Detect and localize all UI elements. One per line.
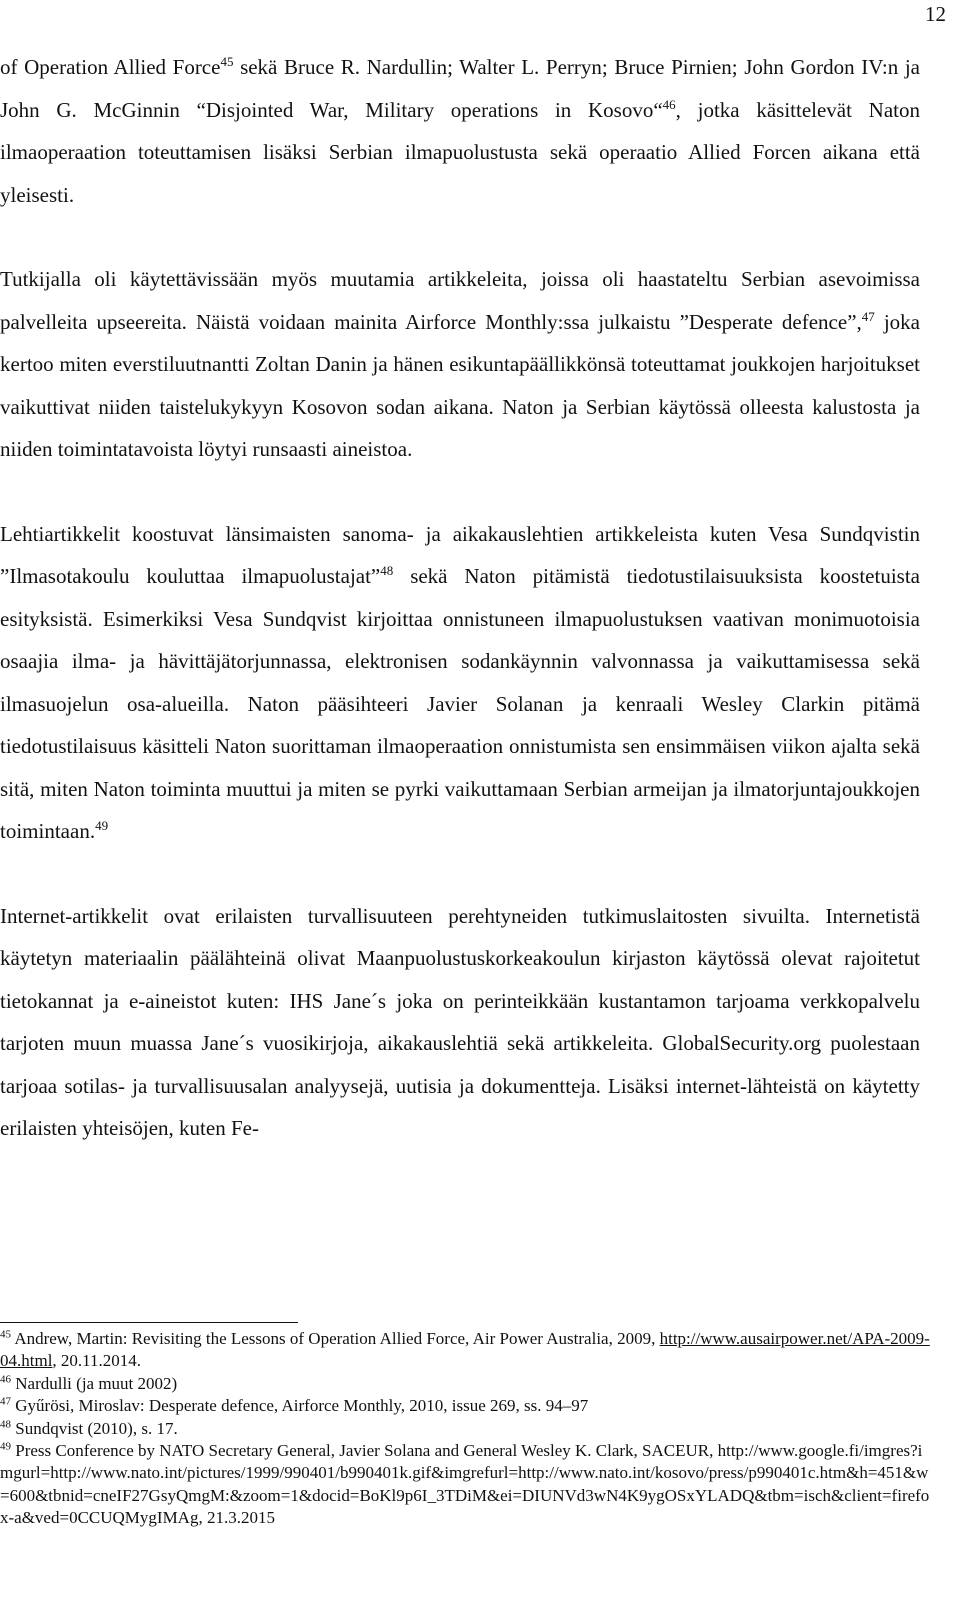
- footnote-number: 46: [0, 1373, 11, 1386]
- footnote-text: Press Conference by NATO Secretary General, Javier Solana and General Wesley K. Clark, SACEUR, http://www.google.fi/imgres?imgurl=http://www.nato.int/pictures/1999/990401/b990401k.gif&imgrefurl=http://www.nato.int/kosovo/press/p990401c.htm&h=451&w=600&tbnid=cneIF27GsyQmgM:&zoom=1&docid=BoKl9p6I_3TDiM&ei=DIUNVd3wN4K9ygOSxYLADQ&tbm=isch&client=firefox-a&ved=0CCUQMygIMAg, 21.3.2015: [0, 1441, 930, 1528]
- footnote-ref-48[interactable]: 48: [380, 563, 394, 578]
- paragraph-text: sekä Naton pitämistä tiedotustilaisuuksista koostetuista esityksistä. Esimerkiksi Vesa Sundqvist kirjoittaa onnistuneen ilmapuolustuksen vaativan monimuotoisia osaajia ilma- ja hävittäjätorjunnassa, elektronisen sodankäynnin valvonnassa ja vaikuttamisessa sekä ilmasuojelun osa-alueilla. Naton pääsihteeri Javier Solanan ja kenraali Wesley Clarkin pitämä tiedotustilaisuus käsitteli Naton suorittaman ilmaoperaation onnistumista sen ensimmäisen viikon ajalta sekä sitä, miten Naton toiminta muuttui ja miten se pyrki vaikuttamaan Serbian armeijan ja ilmatorjuntajoukkojen toimintaan.: [0, 564, 920, 843]
- footnote-text: , 20.11.2014.: [52, 1351, 142, 1371]
- footnote-ref-45[interactable]: 45: [220, 54, 234, 69]
- footnote-number: 47: [0, 1395, 11, 1408]
- paragraph-text: , jotka käsittelevät Naton ilmaoperaation toteuttamisen lisäksi Serbian ilmapuolustusta sekä operaatio Allied Forcen aikana että yleisesti.: [0, 97, 920, 207]
- footnote-divider: [0, 1322, 298, 1323]
- footnote-46: [0, 1373, 932, 1395]
- footnote-number: 49: [0, 1440, 11, 1453]
- paragraph-text: joka kertoo miten everstiluutnantti Zoltan Danin ja hänen esikuntapäällikkönsä toteuttamat joukkojen harjoitukset vaikuttivat niiden taistelukykyyn Kosovon sodan aikana. Naton ja Serbian käytössä olleesta kalustosta ja niiden toimintatavoista löytyi runsaasti aineistoa.: [0, 309, 921, 461]
- footnote-text: Nardulli (ja muut 2002): [15, 1373, 178, 1393]
- body-text: [0, 46, 920, 1150]
- footnote-text: Gyűrösi, Miroslav: Desperate defence, Airforce Monthly, 2010, issue 269, ss. 94–97: [15, 1396, 589, 1416]
- footnote-text: Sundqvist (2010), s. 17.: [15, 1418, 178, 1438]
- paragraph-text: of Operation Allied Force: [0, 55, 221, 79]
- footnote-number: 45: [0, 1328, 11, 1341]
- paragraph-articles: [0, 258, 920, 471]
- paragraph-text: Internet-artikkelit ovat erilaisten turvallisuuteen perehtyneiden tutkimuslaitosten sivuilta. Internetistä käytetyn materiaalin päälähteinä olivat Maanpuolustuskorkeakoulun kirjaston käytössä olevat rajoitetut tietokannat ja e-aineistot kuten: IHS Jane´s joka on perinteikkään kustantamon tarjoama verkkopalvelu tarjoten muun muassa Jane´s vuosikirjoja, aikakauslehtiä sekä artikkeleita. GlobalSecurity.org puolestaan tarjoaa sotilas- ja turvallisuusalan analyysejä, uutisia ja dokumentteja. Lisäksi internet-lähteistä on käytetty erilaisten yhteisöjen, kuten Fe-: [0, 903, 920, 1140]
- footnotes: [0, 1328, 932, 1530]
- footnote-49: [0, 1440, 932, 1530]
- footnote-number: 48: [0, 1417, 11, 1430]
- paragraph-sources-books: [0, 46, 920, 216]
- paragraph-newspaper-articles: [0, 513, 920, 853]
- footnote-link[interactable]: http://www.ausairpower.net/APA-2009-04.html: [0, 1329, 930, 1371]
- paragraph-internet-articles: [0, 895, 920, 1150]
- page-number: 12: [925, 2, 946, 26]
- footnote-ref-46[interactable]: 46: [662, 96, 676, 112]
- footnote-text: Andrew, Martin: Revisiting the Lessons of Operation Allied Force, Air Power Australia, 2009,: [14, 1329, 660, 1348]
- footnote-ref-47[interactable]: 47: [861, 308, 875, 324]
- footnote-ref-49[interactable]: 49: [95, 818, 109, 833]
- footnote-45: [0, 1328, 932, 1373]
- paragraph-text: sekä Bruce R. Nardullin; Walter L. Perryn; Bruce Pirnien; John Gordon IV:n ja John G. McGinnin “Disjointed War, Military operations in Kosovo“: [0, 55, 920, 122]
- paragraph-text: Lehtiartikkelit koostuvat länsimaisten sanoma- ja aikakauslehtien artikkeleista kuten Vesa Sundqvistin ”Ilmasotakoulu kouluttaa ilmapuolustajat”: [0, 521, 920, 588]
- footnote-48: [0, 1418, 932, 1440]
- paragraph-text: Tutkijalla oli käytettävissään myös muutamia artikkeleita, joissa oli haastateltu Serbian asevoimissa palvelleita upseereita. Näistä voidaan mainita Airforce Monthly:ssa julkaistu ”Desperate defence”,: [0, 267, 920, 334]
- footnote-47: [0, 1395, 932, 1417]
